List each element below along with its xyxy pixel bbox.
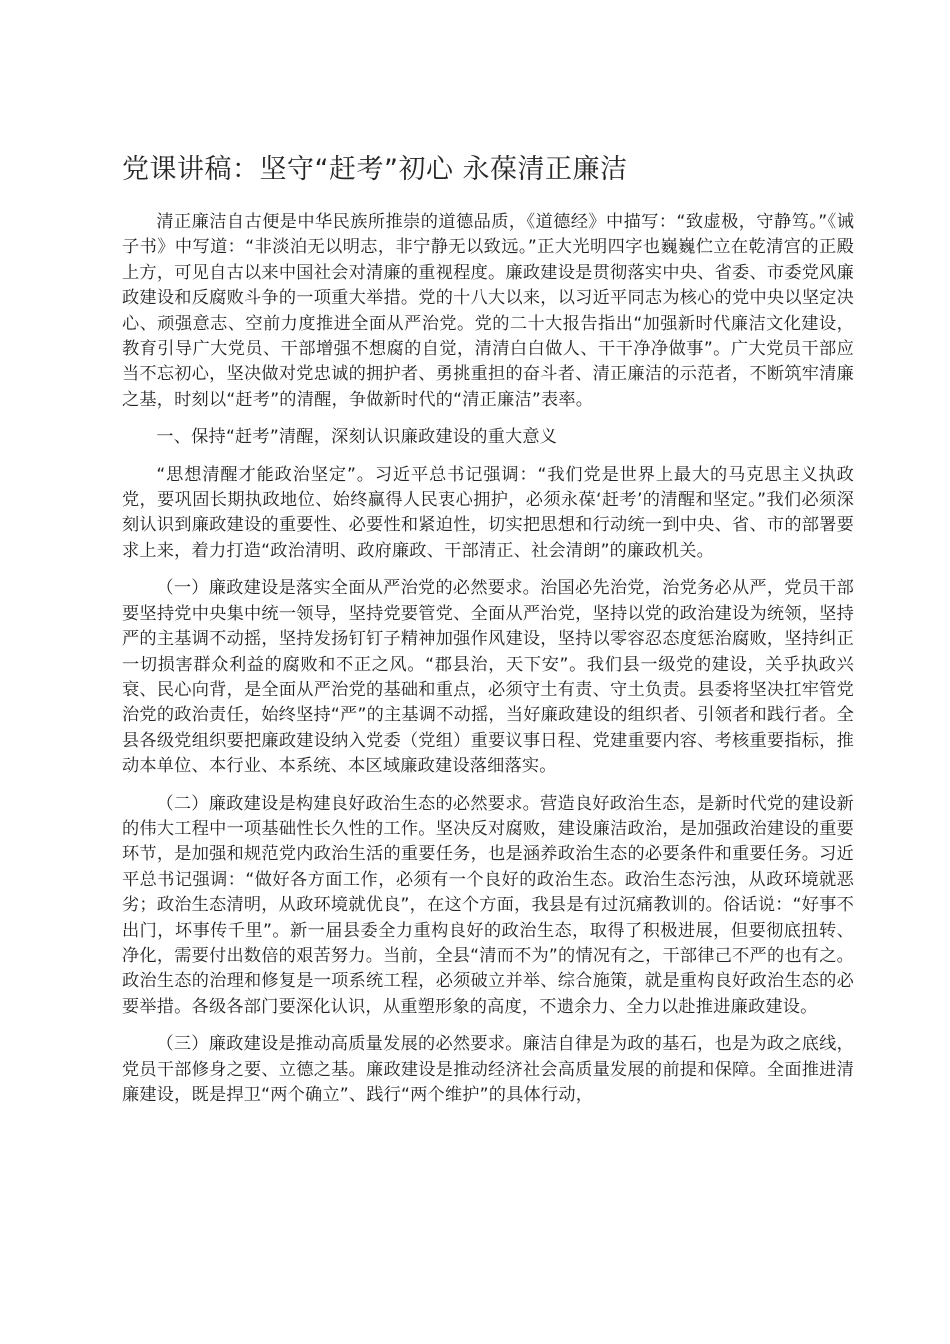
paragraph-intro: 清正廉洁自古便是中华民族所推崇的道德品质，《道德经》中描写：“致虚极，守静笃。”《诫子书》中写道：“非淡泊无以明志，非宁静无以致远。”正大光明四字也巍巍伫立在乾清宫的正殿上方，可见自古以来中国社会对清廉的重视程度。廉政建设是贯彻落实中央、省委、市委党风廉政建设和反腐败斗争的一项重大举措。党的十八大以来，以习近平同志为核心的党中央以坚定决心、顽强意志、空前力度推进全面从严治党。党的二十大报告指出“加强新时代廉洁文化建设，教育引导广大党员、干部增强不想腐的自觉，清清白白做人、干干净净做事”。广大党员干部应当不忘初心，坚决做对党忠诚的拥护者、勇挑重担的奋斗者、清正廉洁的示范者，不断筑牢清廉之基，时刻以“赶考”的清醒，争做新时代的“清正廉洁”表率。 [122, 212, 854, 410]
paragraph-quote: “思想清醒才能政治坚定”。习近平总书记强调：“我们党是世界上最大的马克思主义执政党，要巩固长期执政地位、始终赢得人民衷心拥护，必须永葆‘赶考’的清醒和坚定。”我们必须深刻认识到廉政建设的重要性、必要性和紧迫性，切实把思想和行动统一到中央、省、市的部署要求上来，着力打造“政治清明、政府廉政、干部清正、社会清朗”的廉政机关。 [122, 464, 854, 561]
document-title: 党课讲稿：坚守“赶考”初心 永葆清正廉洁 [122, 154, 628, 185]
section-heading-1: 一、保持“赶考”清醒，深刻认识廉政建设的重大意义 [156, 427, 558, 448]
document-page [122, 150, 854, 1120]
paragraph-point-2: （二）廉政建设是构建良好政治生态的必然要求。营造良好政治生态，是新时代党的建设新的伟大工程中一项基础性长久性的工作。坚决反对腐败，建设廉洁政治，是加强政治建设的重要环节，是加强和规范党内政治生活的重要任务，也是涵养政治生态的必要条件和重要任务。习近平总书记强调：“做好各方面工作，必须有一个良好的政治生态。政治生态污浊，从政环境就恶劣；政治生态清明，从政环境就优良”，在这个方面，我县是有过沉痛教训的。俗话说：“好事不出门，坏事传千里”。新一届县委全力重构良好的政治生态，取得了积极进展，但要彻底扭转、净化，需要付出数倍的艰苦努力。当前，全县“清而不为”的情况有之，干部律己不严的也有之。政治生态的治理和修复是一项系统工程，必须破立并举、综合施策，就是重构良好政治生态的必要举措。各级各部门要深化认识，从重塑形象的高度，不遗余力、全力以赴推进廉政建设。 [122, 793, 854, 1017]
paragraph-point-1: （一）廉政建设是落实全面从严治党的必然要求。治国必先治党，治党务必从严，党员干部要坚持党中央集中统一领导，坚持党要管党、全面从严治党，坚持以党的政治建设为统领，坚持严的主基调不动摇，坚持发扬钉钉子精神加强作风建设，坚持以零容忍态度惩治腐败，坚持纠正一切损害群众利益的腐败和不正之风。“郡县治，天下安”。我们县一级党的建设，关乎执政兴衰、民心向背，是全面从严治党的基础和重点，必须守土有责、守土负责。县委将坚决扛牢管党治党的政治责任，始终坚持“严”的主基调不动摇，当好廉政建设的组织者、引领者和践行者。全县各级党组织要把廉政建设纳入党委（党组）重要议事日程、党建重要内容、考核重要指标，推动本单位、本行业、本系统、本区域廉政建设落细落实。 [122, 578, 854, 777]
paragraph-point-3: （三）廉政建设是推动高质量发展的必然要求。廉洁自律是为政的基石，也是为政之底线，党员干部修身之要、立德之基。廉政建设是推动经济社会高质量发展的前提和保障。全面推进清廉建设，既是捍卫“两个确立”、践行“两个维护”的具体行动， [122, 1034, 854, 1105]
